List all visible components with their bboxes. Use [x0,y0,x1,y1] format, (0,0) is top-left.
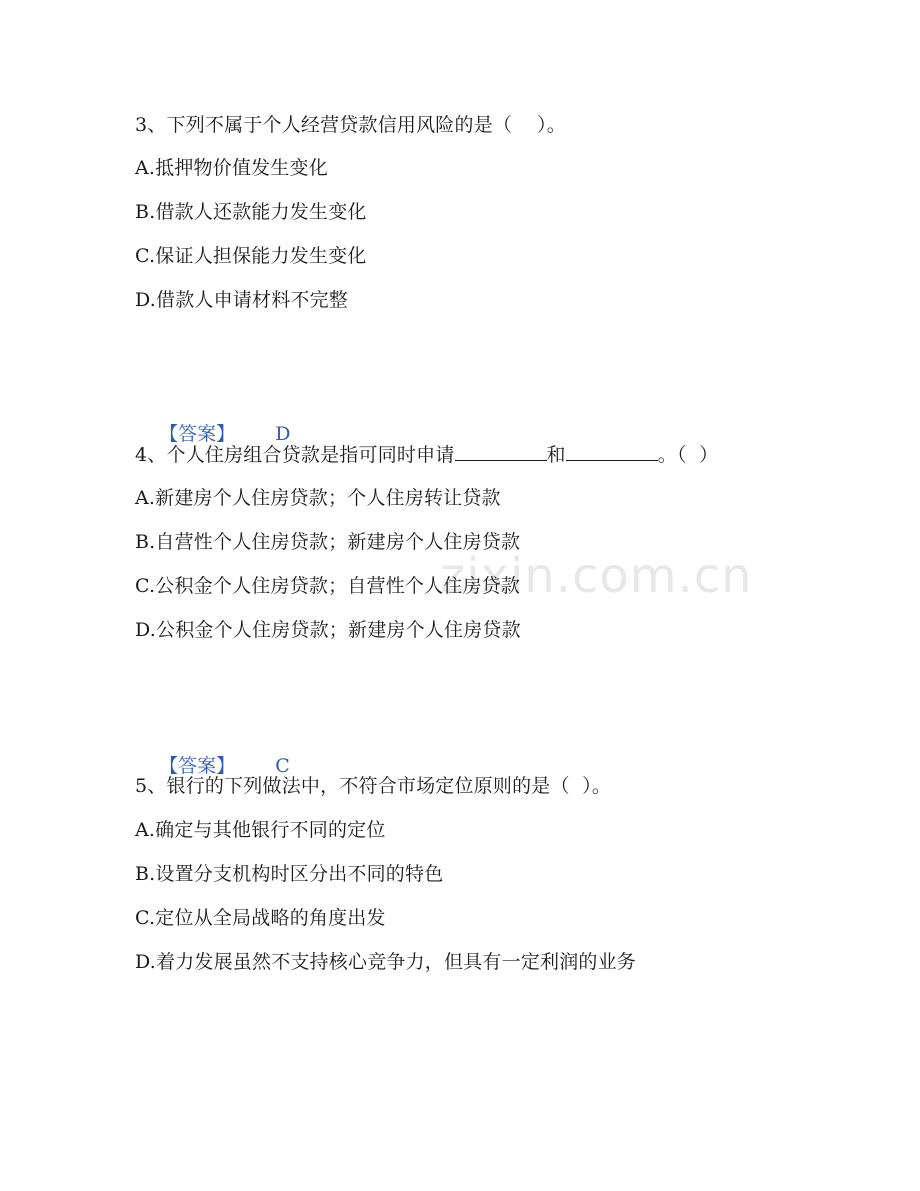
question-4-stem-before: 4、个人住房组合贷款是指可同时申请 [135,444,455,466]
question-4-option-d: D.公积金个人住房贷款；新建房个人住房贷款 [135,619,521,641]
answer-label: 【答案】 [159,755,236,777]
question-4-option-b: B.自营性个人住房贷款；新建房个人住房贷款 [135,531,521,553]
question-4-stem [135,442,718,467]
question-3-stem: 3、下列不属于个人经营贷款信用风险的是（ ）。 [135,114,566,136]
answer-value: C [275,755,290,777]
question-3-option-b: B.借款人还款能力发生变化 [135,201,367,223]
fill-blank-1 [455,442,547,461]
question-3-option-c: C.保证人担保能力发生变化 [135,245,367,267]
fill-blank-2 [566,442,658,461]
question-5-option-a: A.确定与其他银行不同的定位 [135,819,386,841]
question-5-option-b: B.设置分支机构时区分出不同的特色 [135,863,444,885]
answer-label: 【答案】 [159,423,236,445]
question-5-option-d: D.着力发展虽然不支持核心竞争力，但具有一定利润的业务 [135,951,636,973]
question-3-option-a: A.抵押物价值发生变化 [135,157,328,179]
question-4-stem-after: 。（ ） [657,444,719,466]
question-5-option-c: C.定位从全局战略的角度出发 [135,907,386,929]
question-4-stem-middle: 和 [546,444,566,466]
answer-value: D [275,423,291,445]
question-3-option-d: D.借款人申请材料不完整 [135,289,348,311]
question-5-stem: 5、银行的下列做法中，不符合市场定位原则的是（ ）。 [135,775,612,797]
watermark: zixin.com.cn [440,548,753,604]
question-4-option-c: C.公积金个人住房贷款；自营性个人住房贷款 [135,575,521,597]
question-4-option-a: A.新建房个人住房贷款；个人住房转让贷款 [135,487,501,509]
